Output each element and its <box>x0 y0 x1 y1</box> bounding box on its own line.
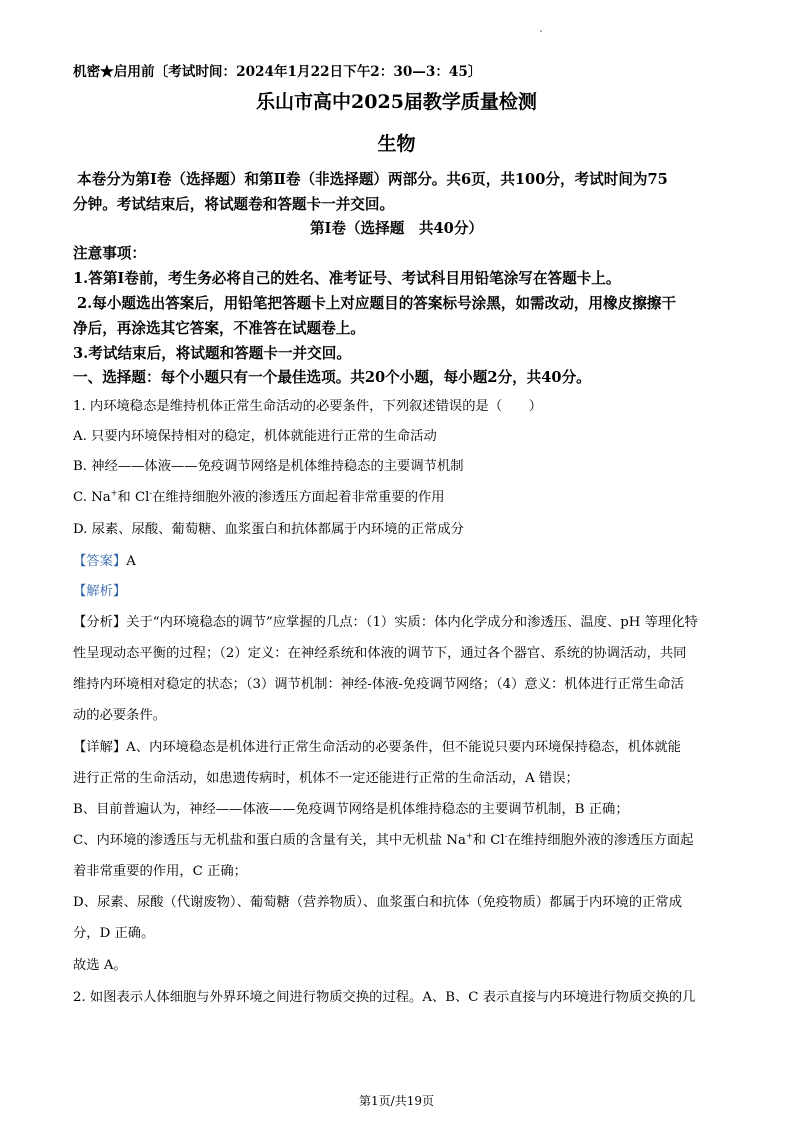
question-1-stem: 1. 内环境稳态是维持机体正常生命活动的必要条件，下列叙述错误的是（ ） <box>73 399 543 414</box>
intro-line-1: 本卷分为第Ⅰ卷（选择题）和第Ⅱ卷（非选择题）两部分。共6页，共100分，考试时间为75 <box>77 171 668 188</box>
note-3: 3.考试结束后，将试题和答题卡一并交回。 <box>73 345 351 362</box>
question-1-option-c: C. Na+和 Cl-在维持细胞外液的渗透压方面起着非常重要的作用 <box>73 488 445 505</box>
answer-line <box>73 553 136 571</box>
question-1-option-d: D. 尿素、尿酸、葡萄糖、血浆蛋白和抗体都属于内环境的正常成分 <box>73 522 464 537</box>
note-1: 1.答第Ⅰ卷前，考生务必将自己的姓名、准考证号、考试科目用铅笔涂写在答题卡上。 <box>73 270 621 287</box>
subject-title: 生物 <box>377 133 416 155</box>
page-footer: 第1页/共19页 <box>359 1094 434 1108</box>
detail-line-7: 分，D 正确。 <box>73 926 155 941</box>
note-2-line-1: 2.每小题选出答案后，用铅笔把答题卡上对应题目的答案标号涂黑，如需改动，用橡皮擦擦干 <box>77 295 676 312</box>
conclusion-line: 故选 A。 <box>73 958 127 973</box>
analysis-fenxi-line-3: 维持内环境相对稳定的状态；（3）调节机制：神经-体液-免疫调节网络；（4）意义：机体进行正常生命活 <box>73 677 684 692</box>
section-title: 一、选择题：每个小题只有一个最佳选项。共20个小题，每小题2分，共40分。 <box>73 369 591 386</box>
scan-dot <box>540 30 542 32</box>
detail-line-6: D、尿素、尿酸（代谢废物）、葡萄糖（营养物质）、血浆蛋白和抗体（免疫物质）都属于内环境的正常成 <box>73 895 683 910</box>
notes-title: 注意事项： <box>73 245 146 262</box>
detail-line-1: 【详解】A、内环境稳态是机体进行正常生命活动的必要条件，但不能说只要内环境保持稳态，机体就能 <box>73 740 681 755</box>
detail-line-3: B、目前普遍认为，神经——体液——免疫调节网络是机体维持稳态的主要调节机制，B 正确； <box>73 802 629 817</box>
question-1-option-a: A. 只要内环境保持相对的稳定，机体就能进行正常的生命活动 <box>73 429 437 444</box>
question-2-stem: 2. 如图表示人体细胞与外界环境之间进行物质交换的过程。A、B、C 表示直接与内环境进行物质交换的几 <box>73 990 696 1005</box>
answer-value: A <box>126 554 136 569</box>
part-title: 第Ⅰ卷（选择题 共40分） <box>309 220 484 237</box>
detail-line-2: 进行正常的生命活动，如患遗传病时，机体不一定还能进行正常的生命活动，A 错误； <box>73 771 579 786</box>
confidential-header: 机密★启用前〔考试时间：2024年1月22日下午2：30—3：45〕 <box>73 64 482 80</box>
analysis-fenxi-line-4: 动的必要条件。 <box>73 708 167 723</box>
intro-line-2: 分钟。考试结束后，将试题卷和答题卡一并交回。 <box>73 196 395 213</box>
answer-label: 【答案】 <box>73 554 127 569</box>
analysis-label: 【解析】 <box>73 584 127 599</box>
note-2-line-2: 净后，再涂选其它答案，不准答在试题卷上。 <box>73 320 365 337</box>
analysis-fenxi-line-1: 【分析】关于“内环境稳态的调节”应掌握的几点：（1）实质：体内化学成分和渗透压、温度、pH 等理化特 <box>73 615 698 630</box>
question-1-option-b: B. 神经——体液——免疫调节网络是机体维持稳态的主要调节机制 <box>73 459 464 474</box>
exam-title: 乐山市高中2025届教学质量检测 <box>256 91 537 113</box>
detail-line-4: C、内环境的渗透压与无机盐和蛋白质的含量有关，其中无机盐 Na+和 Cl-在维持细胞外液的渗透压方面起 <box>73 831 694 848</box>
analysis-fenxi-line-2: 性呈现动态平衡的过程；（2）定义：在神经系统和体液的调节下，通过各个器官、系统的协调活动，共同 <box>73 646 687 661</box>
detail-line-5: 着非常重要的作用，C 正确； <box>73 864 247 879</box>
